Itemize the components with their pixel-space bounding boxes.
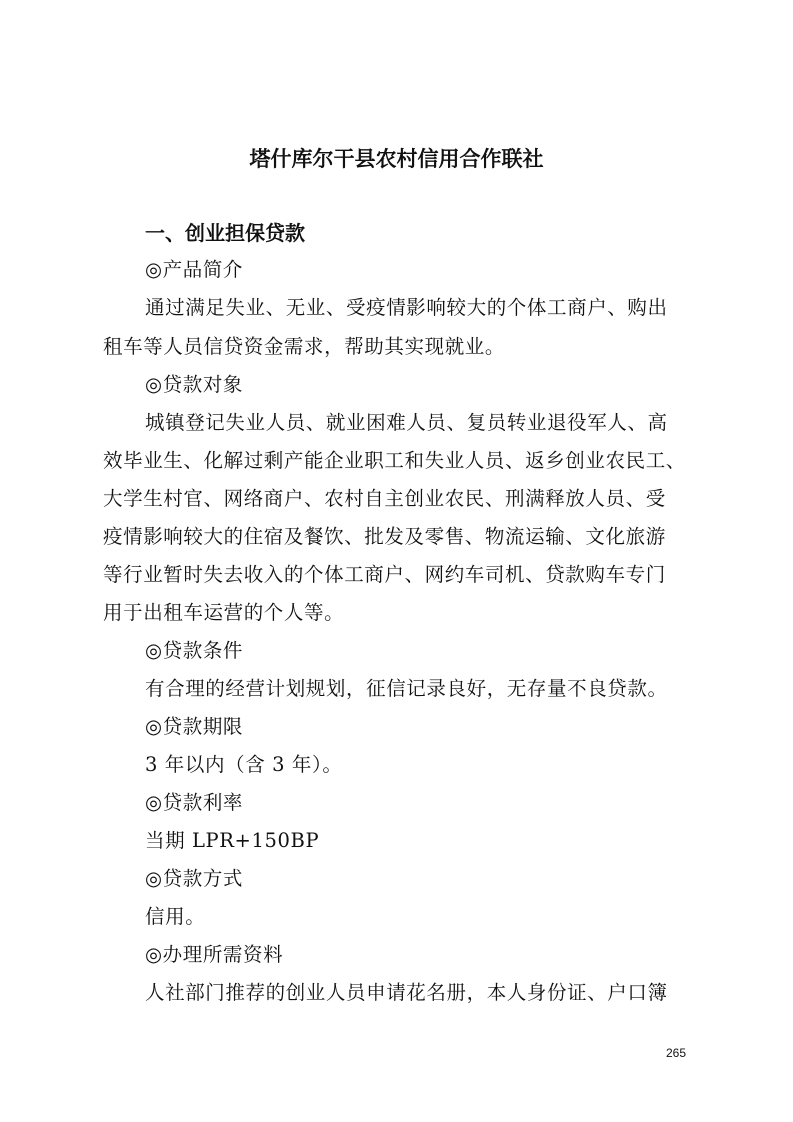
subheading-loan-rate: ◎贷款利率 xyxy=(145,791,244,814)
paragraph-line: 城镇登记失业人员、就业困难人员、复员转业退役军人、高 xyxy=(145,411,668,434)
paragraph-line: 用于出租车运营的个人等。 xyxy=(103,601,345,624)
paragraph-line: 当期 LPR+150BP xyxy=(145,829,320,852)
subheading-required-documents: ◎办理所需资料 xyxy=(145,943,284,966)
subheading-loan-term: ◎贷款期限 xyxy=(145,715,244,738)
paragraph-line: 疫情影响较大的住宿及餐饮、批发及零售、物流运输、文化旅游 xyxy=(103,525,666,548)
paragraph-line: 3 年以内（含 3 年）。 xyxy=(145,753,343,776)
subheading-loan-method: ◎贷款方式 xyxy=(145,867,244,890)
section-heading: 一、创业担保贷款 xyxy=(145,221,305,245)
paragraph-line: 效毕业生、化解过剩产能企业职工和失业人员、返乡创业农民工、 xyxy=(103,449,686,472)
paragraph-line: 人社部门推荐的创业人员申请花名册，本人身份证、户口簿 xyxy=(145,981,668,1004)
paragraph-line: 有合理的经营计划规划，征信记录良好，无存量不良贷款。 xyxy=(145,677,668,700)
subheading-loan-conditions: ◎贷款条件 xyxy=(145,639,244,662)
subheading-product-intro: ◎产品简介 xyxy=(145,258,244,281)
document-title: 塔什库尔干县农村信用合作联社 xyxy=(249,146,544,171)
paragraph-line: 等行业暂时失去收入的个体工商户、网约车司机、贷款购车专门 xyxy=(103,563,666,586)
paragraph-line: 租车等人员信贷资金需求，帮助其实现就业。 xyxy=(103,335,506,358)
page-number: 265 xyxy=(666,1046,687,1060)
paragraph-line: 通过满足失业、无业、受疫情影响较大的个体工商户、购出 xyxy=(145,296,668,319)
subheading-loan-target: ◎贷款对象 xyxy=(145,373,244,396)
paragraph-line: 大学生村官、网络商户、农村自主创业农民、刑满释放人员、受 xyxy=(103,487,666,510)
paragraph-line: 信用。 xyxy=(145,905,206,928)
